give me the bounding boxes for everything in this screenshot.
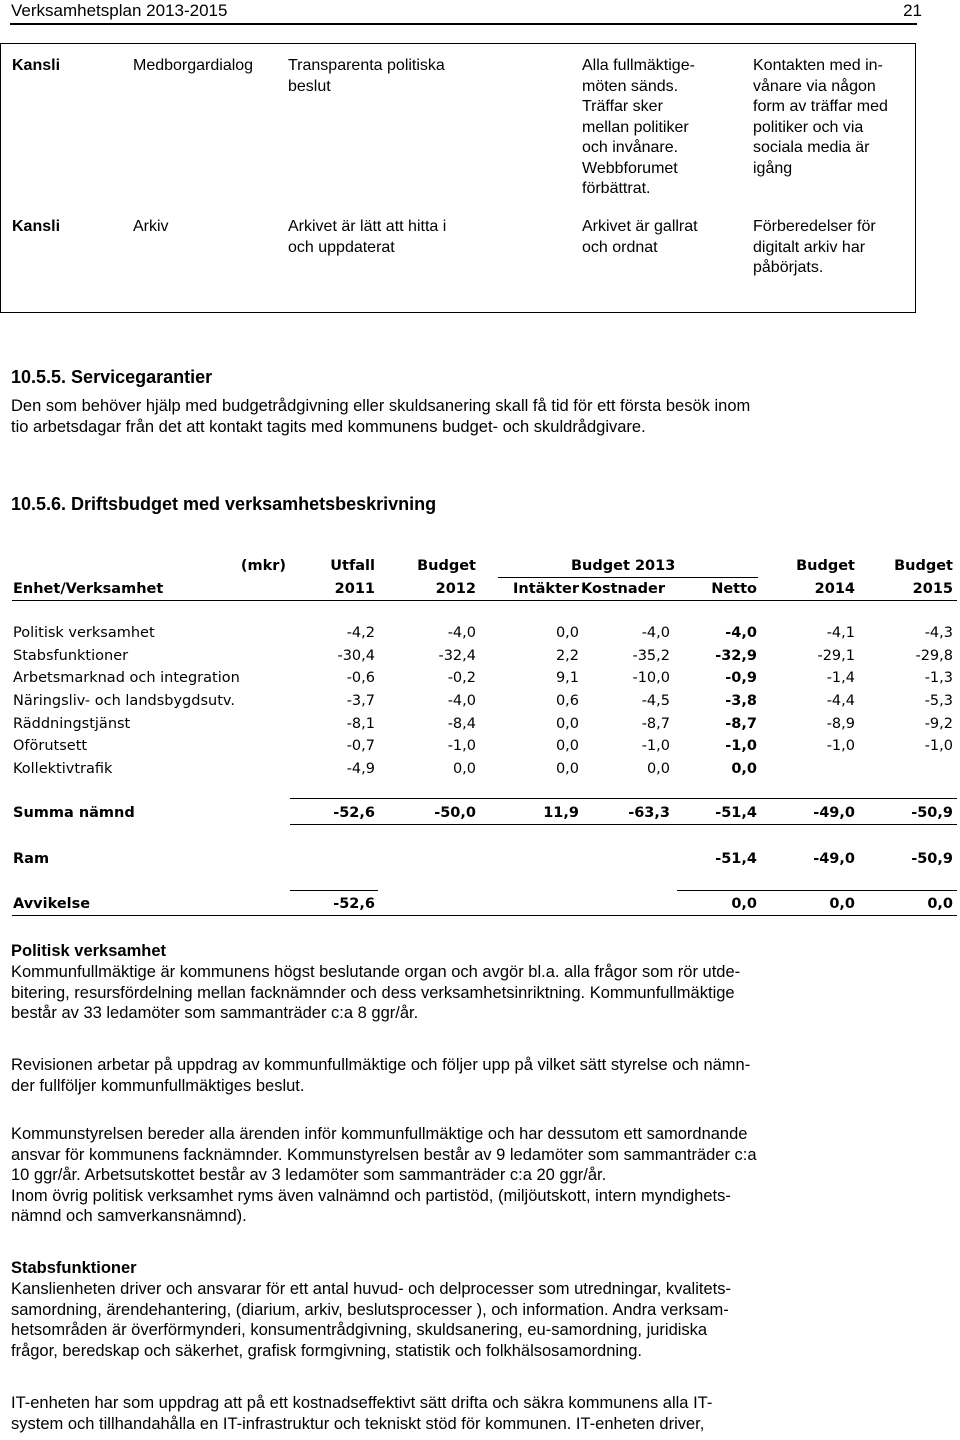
- header-2014: 2014: [814, 581, 855, 597]
- goal-indicator: [582, 217, 698, 258]
- cell-budget-2012: -4,0: [447, 625, 476, 641]
- document-title: Verksamhetsplan 2013-2015: [11, 1, 228, 20]
- cell-budget-2014: -4,1: [826, 625, 855, 641]
- cell-netto: 0,0: [731, 761, 757, 777]
- cell-intakter: 0,0: [555, 761, 579, 777]
- cell-netto: -0,9: [725, 670, 757, 686]
- row-label: Räddningstjänst: [13, 716, 131, 732]
- cell-intakter: 11,9: [543, 805, 579, 821]
- cell-budget-2014: -8,9: [826, 716, 855, 732]
- cell-netto: -1,0: [725, 738, 757, 754]
- cell-budget-2012: -32,4: [438, 648, 476, 664]
- cell-kostnader: -63,3: [628, 805, 670, 821]
- politisk-paragraph-3: [11, 1124, 931, 1227]
- cell-budget-2015: -50,9: [911, 851, 953, 867]
- status-line: form av träffar med: [753, 98, 888, 115]
- header-rule: [10, 23, 917, 25]
- goal-indicator: [582, 56, 695, 200]
- cell-budget-2014: -49,0: [813, 851, 855, 867]
- goal-area: Medborgardialog: [133, 57, 254, 74]
- cell-utfall-2011: -8,1: [346, 716, 375, 732]
- paragraph-line: 10 ggr/år. Arbetsutskottet består av 3 ledamöter som sammanträder c:a 20 ggr/år.: [11, 1166, 607, 1184]
- row-label: Summa nämnd: [13, 805, 135, 821]
- cell-budget-2014: -29,1: [817, 648, 855, 664]
- paragraph-line: der fullföljer kommunfullmäktiges beslut.: [11, 1076, 305, 1095]
- cell-budget-2012: -0,2: [447, 670, 476, 686]
- cell-netto: -51,4: [715, 851, 757, 867]
- cell-intakter: 0,0: [555, 738, 579, 754]
- summa-underline: [290, 824, 957, 825]
- cell-budget-2015: 0,0: [927, 896, 953, 912]
- row-label: Avvikelse: [13, 896, 91, 912]
- goal-line: Arkivet är lätt att hitta i: [288, 218, 447, 235]
- cell-kostnader: -4,5: [641, 693, 670, 709]
- paragraph-line: ansvar för kommunens facknämnder. Kommunstyrelsen består av 9 ledamöter som sammanträder c:a: [11, 1145, 757, 1164]
- section-heading-service: 10.5.5. Servicegarantier: [11, 367, 213, 387]
- paragraph-line: består av 33 ledamöter som sammanträder c:a 8 ggr/år.: [11, 1004, 419, 1022]
- cell-netto: -3,8: [725, 693, 757, 709]
- row-label: Arbetsmarknad och integration: [13, 670, 240, 686]
- goal-line: Transparenta politiska: [288, 57, 445, 74]
- cell-utfall-2011: -0,7: [346, 738, 375, 754]
- status-line: sociala media är: [753, 139, 870, 156]
- header-budget: Budget: [417, 558, 476, 574]
- cell-utfall-2011: -0,6: [346, 670, 375, 686]
- summa-rule: [290, 798, 957, 799]
- cell-budget-2015: -1,3: [924, 670, 953, 686]
- row-label: Politisk verksamhet: [13, 625, 155, 641]
- cell-budget-2014: 0,0: [829, 896, 855, 912]
- header-unit: Enhet/Verksamhet: [13, 581, 164, 597]
- cell-kostnader: -10,0: [632, 670, 670, 686]
- paragraph-line: frågor, beredskap och säkerhet, grafisk formgivning, statistik och folkhälsosamordning.: [11, 1341, 642, 1360]
- cell-kostnader: -8,7: [641, 716, 670, 732]
- row-label: Oförutsett: [13, 738, 88, 754]
- header-utfall: Utfall: [330, 558, 375, 574]
- paragraph-line: bitering, resursfördelning mellan facknämnder och dess verksamhetsinriktning. Kommunfullmäktige: [11, 983, 735, 1002]
- stab-paragraph-2: [11, 1393, 931, 1434]
- cell-budget-2012: -8,4: [447, 716, 476, 732]
- cell-budget-2014: -4,4: [826, 693, 855, 709]
- cell-budget-2015: -9,2: [924, 716, 953, 732]
- cell-intakter: 0,0: [555, 716, 579, 732]
- cell-budget-2012: 0,0: [452, 761, 476, 777]
- politisk-paragraph-1: [11, 962, 931, 1024]
- avvikelse-rule: [677, 890, 957, 891]
- status-line: Kontakten med in-: [753, 57, 883, 74]
- heading-stab: Stabsfunktioner: [11, 1259, 137, 1277]
- header-underline: [12, 600, 957, 601]
- paragraph-line: Kommunstyrelsen bereder alla ärenden inför kommunfullmäktige och har dessutom ett samordnande: [11, 1125, 748, 1143]
- cell-budget-2014: -1,4: [826, 670, 855, 686]
- goal-text: [288, 217, 446, 258]
- header-2015: 2015: [912, 581, 953, 597]
- cell-intakter: 0,6: [555, 693, 579, 709]
- goal-status: [753, 217, 876, 279]
- header-group-rule: [498, 577, 758, 578]
- cell-budget-2012: -4,0: [447, 693, 476, 709]
- cell-budget-2015: -50,9: [911, 805, 953, 821]
- table-bottom-rule: [12, 915, 957, 916]
- paragraph-line: Kommunfullmäktige är kommunens högst beslutande organ och avgör bl.a. alla frågor som rör utde-: [11, 963, 741, 981]
- cell-budget-2012: -1,0: [447, 738, 476, 754]
- header-netto: Netto: [711, 581, 757, 597]
- cell-utfall-2011: -30,4: [337, 648, 375, 664]
- cell-budget-2015: -4,3: [924, 625, 953, 641]
- page-number: 21: [903, 1, 922, 20]
- cell-utfall-2011: -3,7: [346, 693, 375, 709]
- indicator-line: Träffar sker: [582, 98, 663, 115]
- indicator-line: mellan politiker: [582, 118, 689, 136]
- header-kostnader: Kostnader: [581, 581, 665, 597]
- paragraph-line: tio arbetsdagar från det att kontakt tagits med kommunens budget- och skuldrådgivare.: [11, 417, 646, 436]
- politisk-paragraph-2: [11, 1055, 931, 1096]
- indicator-line: och ordnat: [582, 238, 658, 256]
- indicator-line: Arkivet är gallrat: [582, 218, 698, 235]
- section-heading-budget: 10.5.6. Driftsbudget med verksamhetsbeskrivning: [11, 494, 437, 514]
- paragraph-line: Revisionen arbetar på uppdrag av kommunfullmäktige och följer upp på vilket sätt styrelse och nämn-: [11, 1056, 751, 1074]
- indicator-line: förbättrat.: [582, 180, 651, 197]
- status-line: igång: [753, 159, 793, 177]
- paragraph-line: nämnd och samverkansnämnd).: [11, 1207, 247, 1225]
- row-label: Ram: [13, 851, 50, 867]
- header-budget-2014: Budget: [796, 558, 855, 574]
- indicator-line: och invånare.: [582, 139, 679, 156]
- header-budget-2015: Budget: [894, 558, 953, 574]
- goal-line: beslut: [288, 77, 331, 95]
- header-budget-2013: Budget 2013: [571, 558, 676, 574]
- cell-budget-2015: -1,0: [924, 738, 953, 754]
- cell-intakter: 2,2: [555, 648, 579, 664]
- cell-utfall-2011: -4,2: [346, 625, 375, 641]
- indicator-line: Alla fullmäktige-: [582, 57, 695, 74]
- cell-kostnader: 0,0: [646, 761, 670, 777]
- cell-budget-2015: -29,8: [915, 648, 953, 664]
- status-line: vånare via någon: [753, 77, 876, 95]
- status-line: Förberedelser för: [753, 218, 876, 235]
- goal-unit: Kansli: [12, 57, 61, 74]
- service-paragraph: [11, 396, 911, 437]
- cell-netto: -32,9: [715, 648, 757, 664]
- cell-utfall-2011: -52,6: [333, 896, 375, 912]
- header-mkr: (mkr): [240, 558, 286, 574]
- goal-text: [288, 56, 445, 97]
- status-line: påbörjats.: [753, 259, 824, 276]
- header-2012: 2012: [435, 581, 476, 597]
- cell-netto: -4,0: [725, 625, 757, 641]
- status-line: politiker och via: [753, 118, 864, 136]
- cell-kostnader: -35,2: [632, 648, 670, 664]
- paragraph-line: samordning, ärendehantering, (diarium, arkiv, beslutsprocesser ), och information. Andra verksam-: [11, 1300, 729, 1319]
- cell-intakter: 0,0: [555, 625, 579, 641]
- avvikelse-rule: [290, 890, 378, 891]
- cell-budget-2014: -1,0: [826, 738, 855, 754]
- stab-paragraph-1: [11, 1279, 931, 1361]
- row-label: Näringsliv- och landsbygdsutv.: [13, 693, 235, 709]
- cell-netto: -51,4: [715, 805, 757, 821]
- cell-netto: -8,7: [725, 716, 757, 732]
- cell-budget-2015: -5,3: [924, 693, 953, 709]
- cell-kostnader: -1,0: [641, 738, 670, 754]
- paragraph-line: hetsområden är överförmynderi, konsumentrådgivning, skuldsanering, eu-samordning, juridiska: [11, 1321, 708, 1339]
- goal-unit: Kansli: [12, 218, 61, 235]
- goal-status: [753, 56, 888, 179]
- goal-line: och uppdaterat: [288, 238, 395, 256]
- goals-table: [0, 43, 916, 313]
- cell-netto: 0,0: [731, 896, 757, 912]
- cell-intakter: 9,1: [555, 670, 579, 686]
- paragraph-line: Inom övrig politisk verksamhet ryms även valnämnd och partistöd, (miljöutskott, intern myndighets-: [11, 1186, 731, 1205]
- paragraph-line: Den som behöver hjälp med budgetrådgivning eller skuldsanering skall få tid för ett första besök inom: [11, 397, 751, 415]
- row-label: Kollektivtrafik: [13, 761, 113, 777]
- goal-area: Arkiv: [133, 218, 169, 235]
- status-line: digitalt arkiv har: [753, 238, 866, 256]
- row-label: Stabsfunktioner: [13, 648, 129, 664]
- header-2011: 2011: [334, 581, 375, 597]
- indicator-line: möten sänds.: [582, 77, 679, 95]
- heading-politisk: Politisk verksamhet: [11, 942, 166, 960]
- header-intakter: Intäkter: [513, 581, 579, 597]
- cell-kostnader: -4,0: [641, 625, 670, 641]
- cell-budget-2014: -49,0: [813, 805, 855, 821]
- cell-budget-2012: -50,0: [434, 805, 476, 821]
- cell-utfall-2011: -52,6: [333, 805, 375, 821]
- paragraph-line: system och tillhandahålla en IT-infrastruktur och tekniskt stöd för kommunen. IT-enheten driver,: [11, 1414, 705, 1433]
- indicator-line: Webbforumet: [582, 159, 678, 177]
- paragraph-line: IT-enheten har som uppdrag att på ett kostnadseffektivt sätt drifta och säkra kommunens alla IT-: [11, 1394, 713, 1412]
- paragraph-line: Kanslienheten driver och ansvarar för ett antal huvud- och delprocesser som utredningar, kvalitets-: [11, 1280, 731, 1298]
- cell-utfall-2011: -4,9: [346, 761, 375, 777]
